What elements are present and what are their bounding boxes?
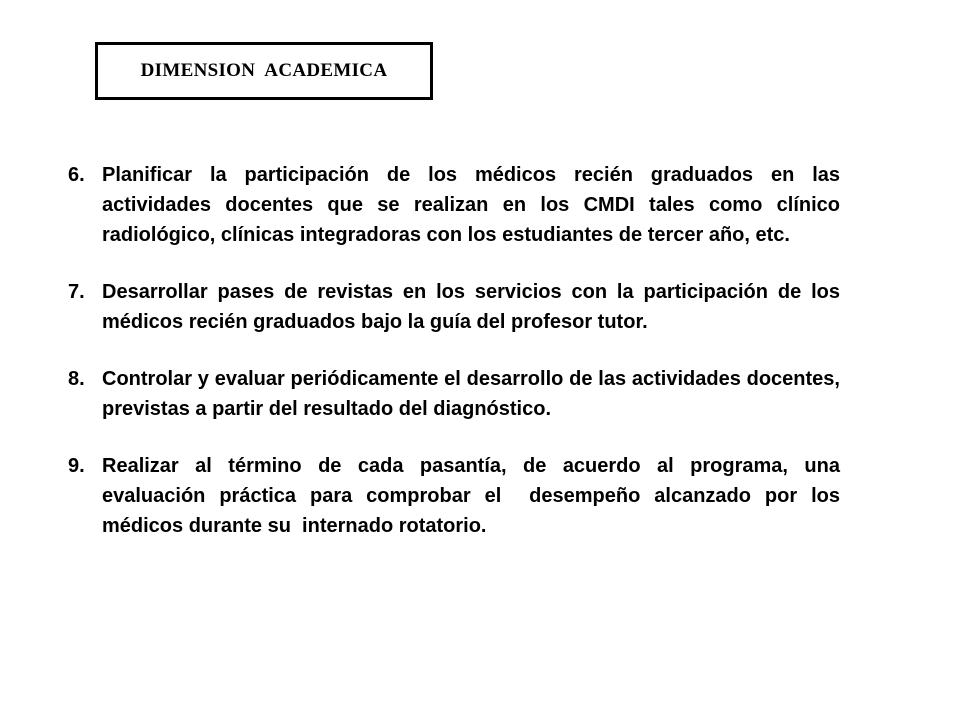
page-title: DIMENSION ACADEMICA bbox=[140, 60, 388, 81]
list-item-text: Controlar y evaluar periódicamente el desarrollo de las actividades docentes, previstas a partir del resultado del diagnóstico. bbox=[102, 368, 846, 420]
list-item-number: 8. bbox=[68, 368, 85, 390]
list-item bbox=[68, 451, 846, 541]
list-item bbox=[68, 160, 846, 250]
list-item-text: Realizar al término de cada pasantía, de acuerdo al programa, una evaluación práctica para comprobar el desempeño alcanzado por los médicos durante su internado rotatorio. bbox=[102, 455, 846, 537]
title-box bbox=[95, 42, 433, 100]
list-item bbox=[68, 364, 846, 424]
list-item-number: 9. bbox=[68, 455, 85, 477]
list-item-text: Desarrollar pases de revistas en los servicios con la participación de los médicos recién graduados bajo la guía del profesor tutor. bbox=[102, 281, 846, 333]
numbered-list bbox=[68, 160, 846, 568]
list-item-text: Planificar la participación de los médicos recién graduados en las actividades docentes que se realizan en los CMDI tales como clínico radiológico, clínicas integradoras con los estudiantes de tercer año, etc. bbox=[102, 164, 846, 246]
list-item-number: 7. bbox=[68, 281, 85, 303]
list-item-number: 6. bbox=[68, 164, 85, 186]
list-item bbox=[68, 277, 846, 337]
